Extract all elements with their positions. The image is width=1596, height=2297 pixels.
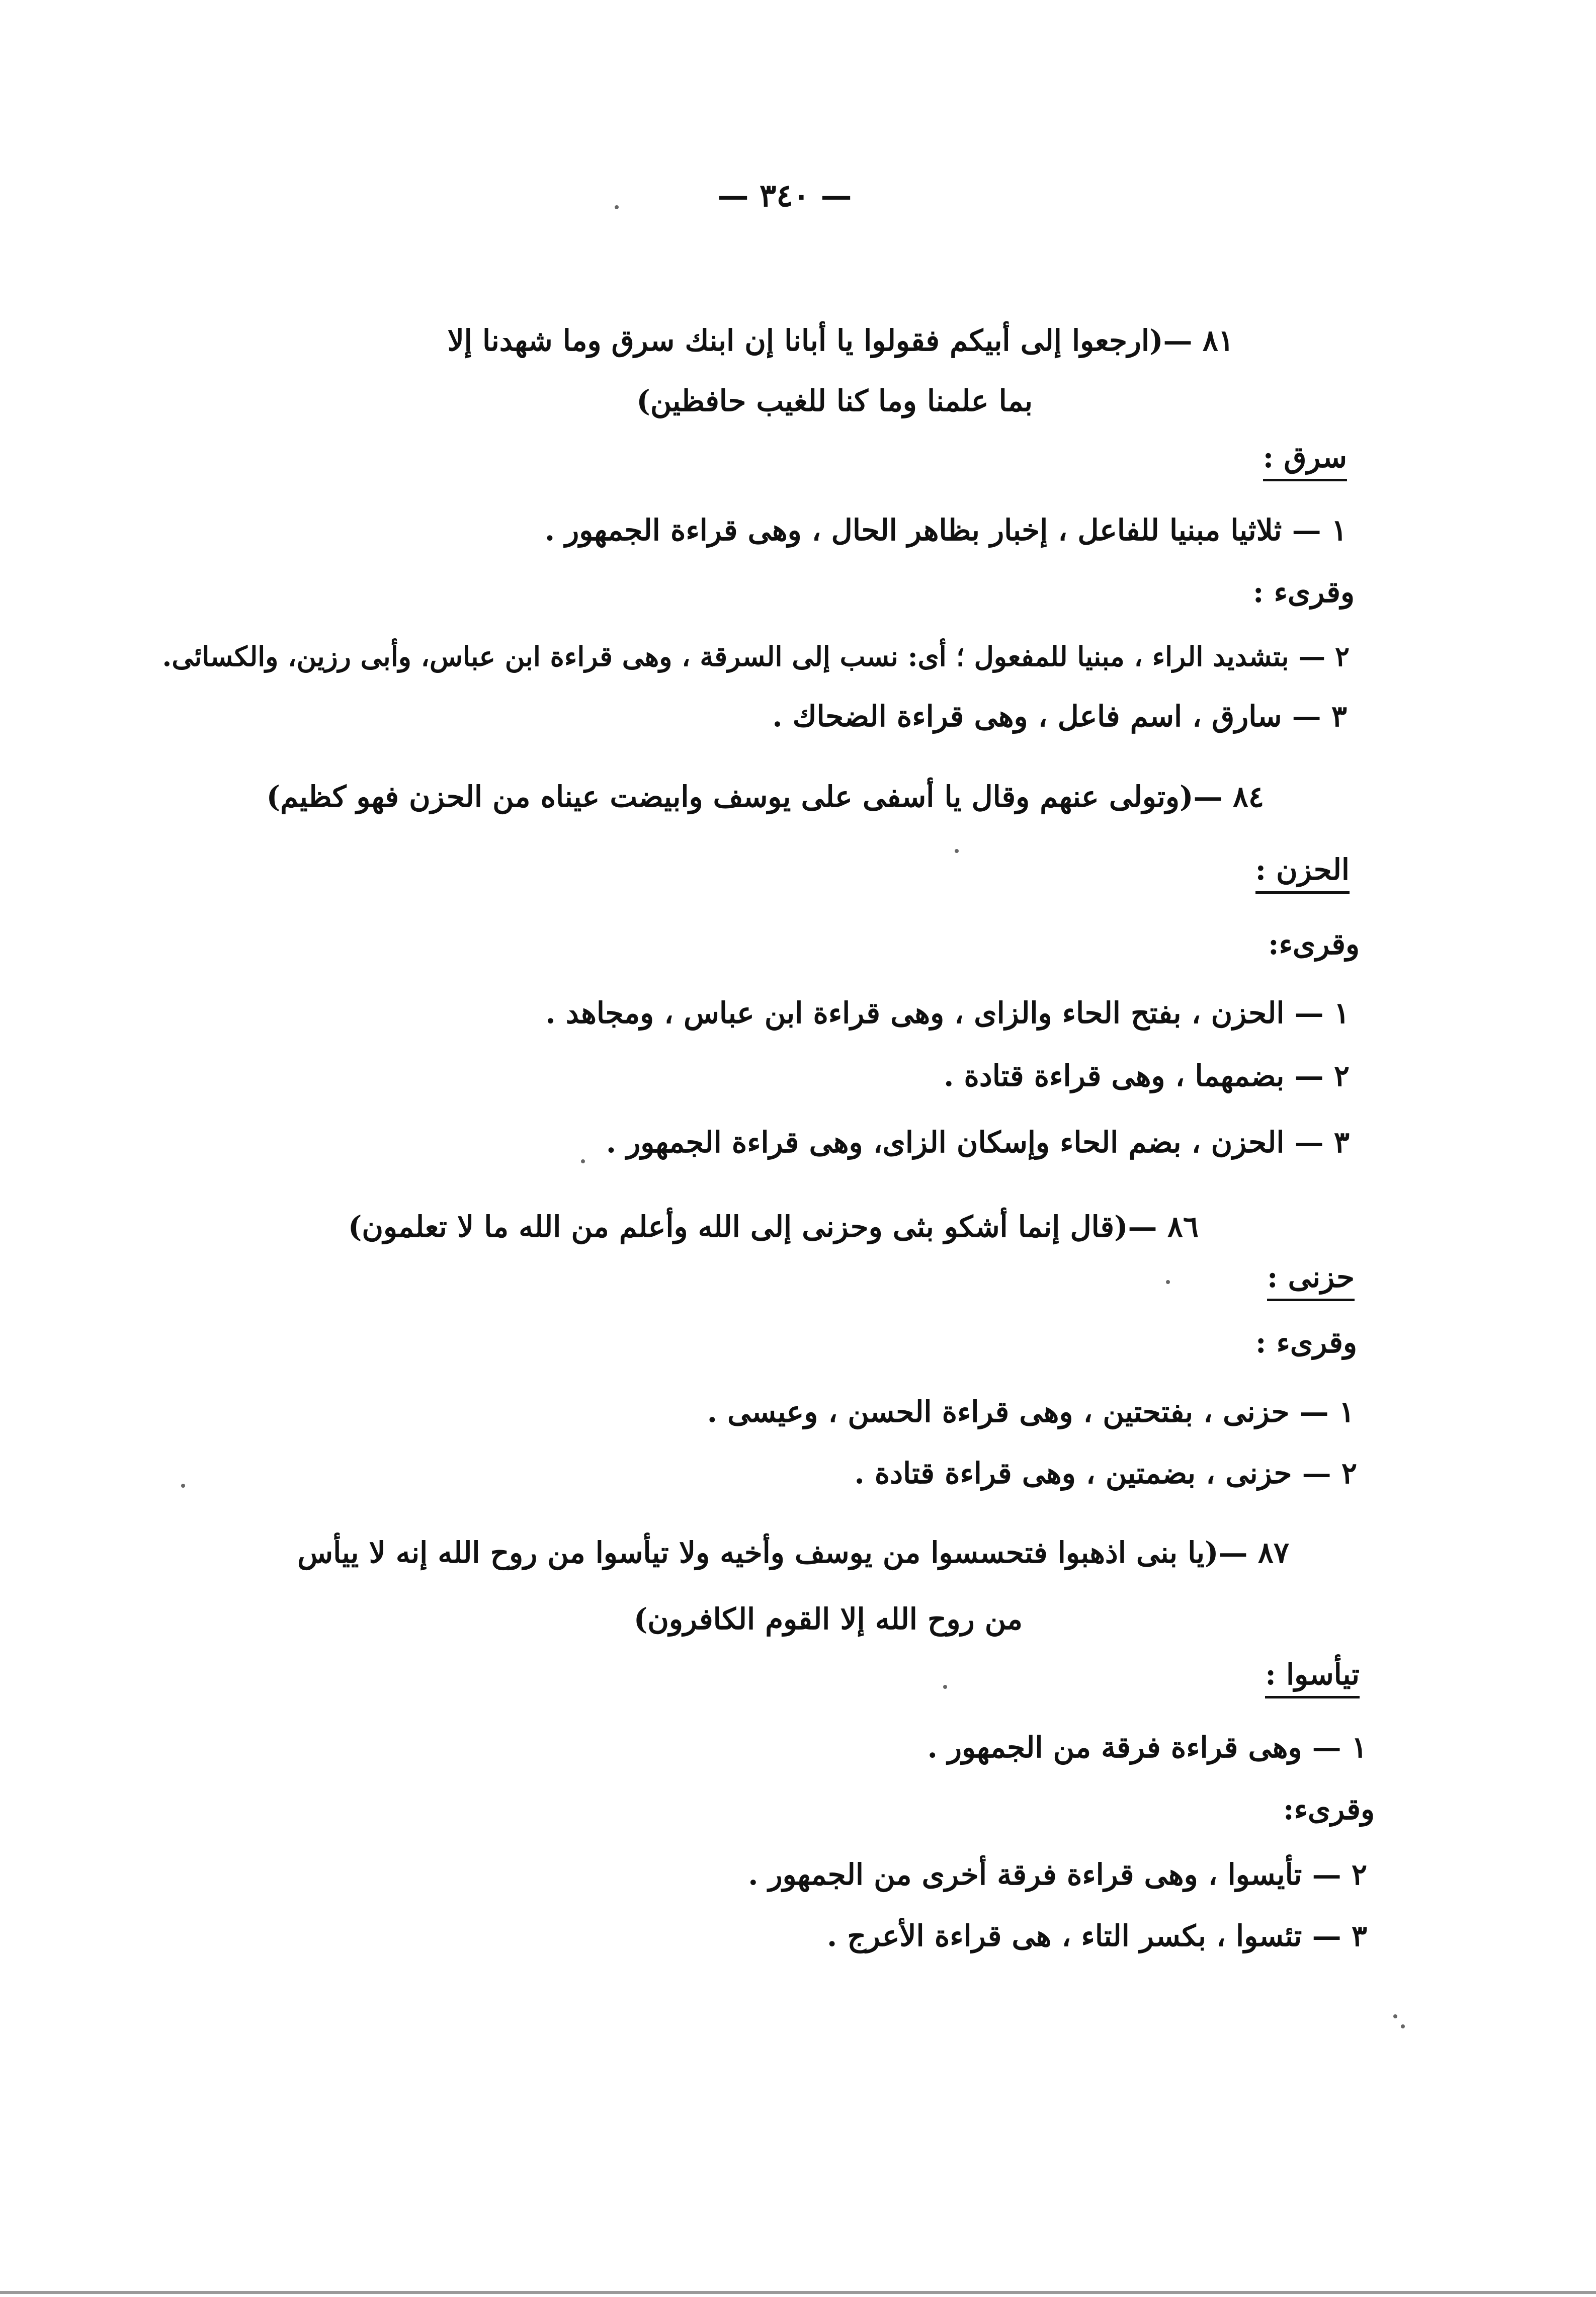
scan-speck xyxy=(955,849,959,853)
tayasu-qurie-label: وقرىء: xyxy=(1283,1792,1375,1826)
word-heading-huzni: حزنى : xyxy=(1267,1262,1355,1301)
word-heading-tayasu: تيأسوا : xyxy=(1265,1660,1360,1698)
verse-84-line-1: ٨٤ —(وتولى عنهم وقال يا أسفى على يوسف وابيضت عيناه من الحزن فهو كظيم) xyxy=(266,780,1264,814)
verse-81-line-2: بما علمنا وما كنا للغيب حافظين) xyxy=(636,384,1033,418)
scan-speck xyxy=(615,205,619,209)
verse-87-line-2: من روح الله إلا القوم الكافرون) xyxy=(633,1602,1023,1636)
page-number: — ٣٤٠ — xyxy=(717,177,852,214)
scan-speck xyxy=(1166,1280,1170,1284)
huzn-reading-3: ٣ — الحزن ، بضم الحاء وإسكان الزاى، وهى قراءة الجمهور . xyxy=(606,1125,1350,1159)
scan-speck xyxy=(943,1685,947,1689)
huzn-qurie-label: وقرىء: xyxy=(1268,927,1360,961)
tayasu-reading-1: ١ — وهى قراءة فرقة من الجمهور . xyxy=(927,1730,1367,1764)
huzni-qurie-label: وقرىء : xyxy=(1255,1325,1357,1359)
verse-86-line-1: ٨٦ —(قال إنما أشكو بثى وحزنى إلى الله وأعلم من الله ما لا تعلمون) xyxy=(348,1210,1199,1244)
scan-speck xyxy=(581,1159,585,1163)
verse-87-line-1: ٨٧ —(يا بنى اذهبوا فتحسسوا من يوسف وأخيه ولا تيأسوا من روح الله إنه لا ييأس xyxy=(297,1536,1289,1570)
tayasu-reading-3: ٣ — تئسوا ، بكسر التاء ، هى قراءة الأعرج . xyxy=(827,1919,1367,1953)
saraq-reading-2: ٢ — بتشديد الراء ، مبنيا للمفعول ؛ أى: نسب إلى السرقة ، وهى قراءة ابن عباس، وأبى رزين، والكسائى. xyxy=(162,640,1350,672)
word-heading-saraq: سرق : xyxy=(1263,443,1347,481)
saraq-qurie-label: وقرىء : xyxy=(1252,575,1355,609)
verse-81-line-1: ٨١ —(ارجعوا إلى أبيكم فقولوا يا أبانا إن ابنك سرق وما شهدنا إلا xyxy=(447,323,1234,358)
huzni-reading-2: ٢ — حزنى ، بضمتين ، وهى قراءة قتادة . xyxy=(854,1456,1357,1490)
saraq-reading-3: ٣ — سارق ، اسم فاعل ، وهى قراءة الضحاك . xyxy=(772,699,1347,733)
scan-speck xyxy=(1401,2024,1405,2028)
tayasu-reading-2: ٢ — تأيسوا ، وهى قراءة فرقة أخرى من الجمهور . xyxy=(748,1857,1367,1892)
bottom-divider xyxy=(0,2291,1596,2294)
scan-speck xyxy=(1393,2014,1397,2018)
huzn-reading-1: ١ — الحزن ، بفتح الحاء والزاى ، وهى قراءة ابن عباس ، ومجاهد . xyxy=(545,996,1350,1030)
scan-speck xyxy=(181,1484,185,1488)
huzn-reading-2: ٢ — بضمهما ، وهى قراءة قتادة . xyxy=(944,1059,1350,1093)
huzni-reading-1: ١ — حزنى ، بفتحتين ، وهى قراءة الحسن ، وعيسى . xyxy=(707,1395,1355,1429)
word-heading-huzn: الحزن : xyxy=(1255,855,1350,894)
saraq-reading-1: ١ — ثلاثيا مبنيا للفاعل ، إخبار بظاهر الحال ، وهى قراءة الجمهور . xyxy=(544,513,1347,547)
